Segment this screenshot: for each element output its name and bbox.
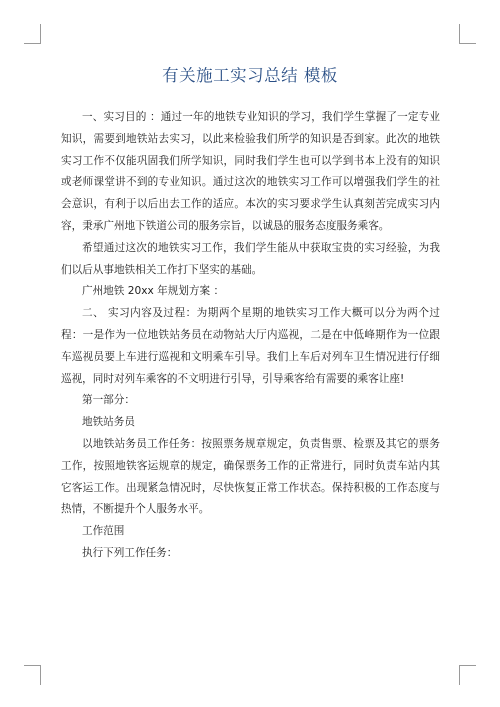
document-body xyxy=(61,107,440,565)
paragraph-staff-duties: 以地铁站务员工作任务：按照票务规章规定，负责售票、检票及其它的票务工作，按照地铁客运规章的规定，确保票务工作的正常进行，同时负责车站内其它客运工作。出现紧急情况时，尽快恢复正常工作状态。保持积极的工作态度与热情，不断提升个人服务水平。 xyxy=(61,437,440,516)
paragraph-station-staff: 地铁站务员 xyxy=(82,416,135,429)
paragraph-tasks: 执行下列工作任务： xyxy=(82,546,178,559)
crop-mark-bottom-left xyxy=(24,665,41,666)
paragraph-internship-content: 二、 实习内容及过程：为期两个星期的地铁实习工作大概可以分为两个过程：一是作为一位地铁站务员在动物站大厅内巡视，二是在中低峰期作为一位跟车巡视员要上车进行巡视和文明乘车引导。我们上车后对列车卫生情况进行仔细巡视，同时对列车乘客的不文明进行引导，引导乘客给有需要的乘客让座! xyxy=(61,307,440,385)
paragraph-plan-heading: 广州地铁 20xx 年规划方案 ： xyxy=(82,285,225,298)
crop-mark-top-right xyxy=(459,43,476,44)
paragraph-internship-purpose: 一、实习目的 ：通过一年的地铁专业知识的学习，我们学生掌握了一定专业知识，需要到地铁站去实习，以此来检验我们所学的知识是否到家。此次的地铁实习工作不仅能巩固我们所学知识，同时我们学生也可以学到书本上没有的知识或老师课堂讲不到的专业知识。通过这次的地铁实习工作可以增强我们学生的社会意识，有利于以后出去工作的适应。本次的实习要求学生认真刻苦完成实习内容，秉承广州地下铁道公司的服务宗旨，以诚恳的服务态度服务乘客。 xyxy=(61,111,440,232)
paragraph-part-one: 第一部分： xyxy=(82,394,135,407)
paragraph-hope: 希望通过这次的地铁实习工作，我们学生能从中获取宝贵的实习经验，为我们以后从事地铁相关工作打下坚实的基础。 xyxy=(61,241,440,276)
paragraph-work-scope: 工作范围 xyxy=(82,525,125,538)
document-title: 有关施工实习总结 模板 xyxy=(162,66,338,85)
crop-mark-bottom-right xyxy=(459,665,460,685)
crop-mark-top-left xyxy=(24,43,41,44)
crop-mark-top-left xyxy=(40,24,41,44)
crop-mark-bottom-left xyxy=(40,665,41,685)
crop-mark-bottom-right xyxy=(459,665,476,666)
crop-mark-top-right xyxy=(459,24,460,44)
